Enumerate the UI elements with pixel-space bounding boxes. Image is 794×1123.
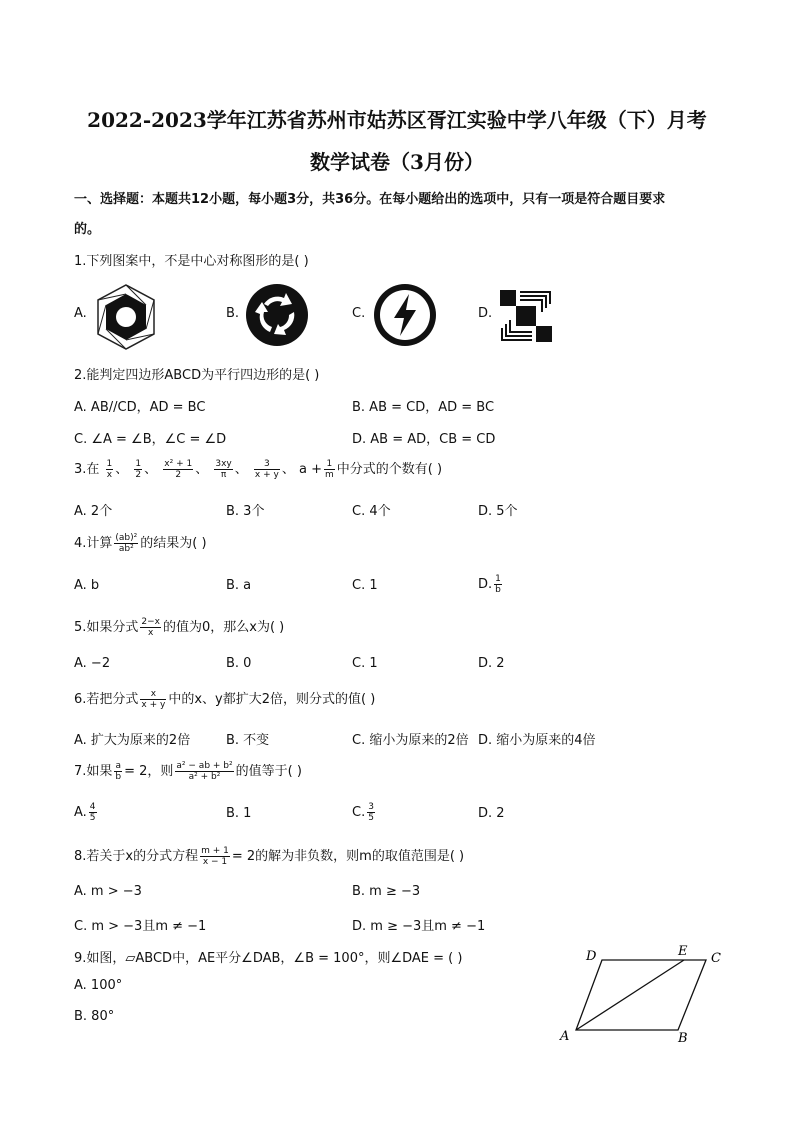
q2-option-b: B. AB = CD，AD = BC (352, 400, 495, 415)
q7-mid: = 2，则 (124, 764, 174, 779)
q4-stem (74, 532, 207, 554)
q8-suffix: = 2的解为非负数，则m的取值范围是( ) (231, 849, 465, 864)
q3-fraction-5: $\frac{3}{x + y}$ (254, 459, 279, 480)
q4-option-b: B. a (226, 578, 252, 593)
q3-prefix: 3.在 (74, 462, 100, 477)
q7-option-d: D. 2 (478, 806, 505, 821)
q5-option-d: D. 2 (478, 656, 505, 671)
q5-prefix: 5.如果分式 (74, 620, 139, 635)
q7-stem (74, 760, 302, 782)
q5-option-b: B. 0 (226, 656, 252, 671)
q5-option-c: C. 1 (352, 656, 378, 671)
doc-title-line2: 数学试卷（3月份） (310, 150, 484, 174)
q6-option-a: A. 扩大为原来的2倍 (74, 733, 191, 748)
q5-option-a: A. −2 (74, 656, 111, 671)
q6-option-b: B. 不变 (226, 733, 270, 748)
q1-stem: 1.下列图案中，不是中心对称图形的是( ) (74, 254, 309, 269)
segment-ae (576, 960, 684, 1030)
vertex-label-c: C (711, 951, 721, 966)
q2-option-c: C. ∠A = ∠B，∠C = ∠D (74, 432, 227, 447)
q4-option-c: C. 1 (352, 578, 378, 593)
section-heading-line2: 的。 (74, 222, 101, 237)
q3-option-d: D. 5个 (478, 504, 518, 519)
q4-option-a: A. b (74, 578, 100, 593)
q3-term-6-prefix: a + (298, 462, 322, 477)
lightning-bolt-icon (372, 282, 438, 348)
q8-option-a: A. m > −3 (74, 884, 142, 899)
q3-option-a: A. 2个 (74, 504, 113, 519)
q4-option-d-fraction: $\frac{1}{b}$ (495, 574, 501, 595)
q9-option-a: A. 100° (74, 978, 123, 993)
recycle-arrows-icon (244, 282, 310, 348)
q3-suffix: 中分式的个数有( ) (336, 462, 443, 477)
vertex-label-e: E (678, 944, 688, 959)
q3-option-b: B. 3个 (226, 504, 265, 519)
q7-ratio: $\frac{a}{b}$ (115, 761, 122, 782)
q8-fraction: $\frac{m + 1}{x - 1}$ (201, 846, 229, 867)
q2-option-d: D. AB = AD，CB = CD (352, 432, 496, 447)
q3-fraction-2: $\frac{1}{2}$ (135, 459, 142, 480)
q2-stem: 2.能判定四边形ABCD为平行四边形的是( ) (74, 368, 320, 383)
q1-option-b-label: B. (226, 306, 240, 321)
doc-title-line1: 2022-2023学年江苏省苏州市姑苏区胥江实验中学八年级（下）月考 (87, 108, 707, 132)
q6-fraction: $\frac{x}{x + y}$ (141, 689, 166, 710)
q6-prefix: 6.若把分式 (74, 692, 139, 707)
q2-option-a: A. AB//CD，AD = BC (74, 400, 206, 415)
q7-prefix: 7.如果 (74, 764, 113, 779)
q6-stem (74, 688, 375, 710)
q9-stem: 9.如图，▱ABCD中，AE平分∠DAB，∠B = 100°，则∠DAE = ( ) (74, 951, 463, 966)
q7-option-a-label: A. (74, 805, 87, 820)
parallelogram-figure (556, 944, 726, 1048)
q3-option-c: C. 4个 (352, 504, 391, 519)
q9-option-b: B. 80° (74, 1009, 115, 1024)
q3-fraction-1: $\frac{1}{x}$ (106, 459, 113, 480)
q3-fraction-4: $\frac{3xy}{\pi}$ (215, 459, 232, 480)
q7-option-c (352, 802, 377, 823)
q6-option-d: D. 缩小为原来的4倍 (478, 733, 596, 748)
q6-suffix: 中的x、y都扩大2倍，则分式的值( ) (168, 692, 376, 707)
q7-option-c-label: C. (352, 805, 366, 820)
q7-option-b: B. 1 (226, 806, 252, 821)
q6-option-c: C. 缩小为原来的2倍 (352, 733, 469, 748)
q1-option-a-label: A. (74, 306, 87, 321)
vertex-label-a: A (560, 1029, 570, 1044)
q1-option-c-label: C. (352, 306, 366, 321)
q8-stem (74, 845, 464, 867)
q7-option-a-fraction: $\frac{4}{5}$ (89, 802, 96, 823)
q5-suffix: 的值为0，那么x为( ) (163, 620, 285, 635)
q3-fraction-3: $\frac{\text{x² + 1}}{2}$ (164, 459, 193, 480)
vertex-label-d: D (586, 949, 597, 964)
section-heading-line1: 一、选择题：本题共12小题，每小题3分，共36分。在每小题给出的选项中，只有一项是符合题目要求 (74, 192, 666, 207)
q4-fraction: $\frac{\text{(ab)²}}{\text{ab²}}$ (115, 533, 138, 554)
q5-stem (74, 616, 284, 638)
q4-option-d (478, 574, 504, 595)
q8-option-d: D. m ≥ −3且m ≠ −1 (352, 919, 486, 934)
q1-option-d-label: D. (478, 306, 493, 321)
q8-option-c: C. m > −3且m ≠ −1 (74, 919, 207, 934)
q4-suffix: 的结果为( ) (140, 536, 207, 551)
q3-stem: 3.在 $\frac{1}{x}$ 、 $\frac{1}{2}$ 、 $\frac{\text{x² + 1}}{2}$ 、 $\frac{3xy}{\pi}$ 、 $\frac{3}{x + y}$ 、 a + $\frac{1}{m}$ 中分式的个数有( ) (74, 459, 443, 480)
q7-suffix: 的值等于( ) (235, 764, 302, 779)
q8-option-b: B. m ≥ −3 (352, 884, 421, 899)
layered-squares-icon (498, 288, 554, 344)
q8-prefix: 8.若关于x的分式方程 (74, 849, 199, 864)
q7-fraction: $\frac{\text{a² − ab + b²}}{\text{a² + b²}}$ (176, 761, 233, 782)
q3-fraction-6: $\frac{1}{m}$ (324, 459, 334, 480)
hexagon-nut-icon (90, 282, 162, 352)
q4-option-d-label: D. (478, 577, 493, 592)
q5-fraction: $\frac{2-x}{x}$ (141, 617, 160, 638)
vertex-label-b: B (678, 1031, 688, 1046)
parallelogram-abcd (576, 960, 706, 1030)
q7-option-a (74, 802, 99, 823)
q4-prefix: 4.计算 (74, 536, 113, 551)
q7-option-c-fraction: $\frac{3}{5}$ (368, 802, 374, 823)
